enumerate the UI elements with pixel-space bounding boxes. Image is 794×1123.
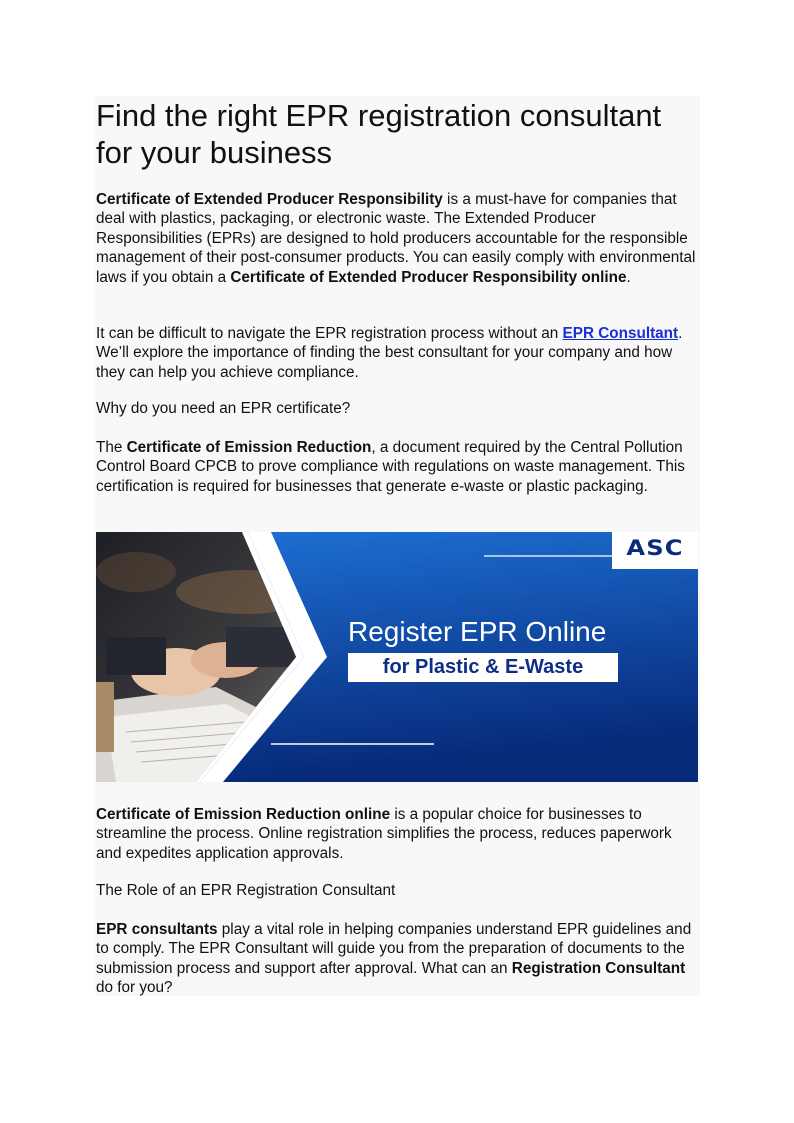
role-text-1: play a vital role in helping companies understand EPR guidelines and to comply. The EPR Consultant will guide you from the preparation of documents to the submission process and support after approval. What can an — [96, 921, 692, 977]
section-heading-why: Why do you need an EPR certificate? — [96, 400, 351, 417]
consultant-text-2: . We’ll explore the importance of finding the best consultant for your company and how they can help you achieve compliance. — [96, 325, 683, 381]
banner-headline: Register EPR Online — [348, 616, 607, 647]
section-heading-role: The Role of an EPR Registration Consultant — [96, 882, 396, 899]
asc-logo — [612, 532, 698, 569]
document-body — [95, 96, 700, 996]
intro-text-2: . — [626, 268, 631, 286]
promo-banner-image — [96, 532, 698, 782]
certificate-text-1: The — [96, 439, 127, 456]
intro-text-1: is a must-have for companies that deal with plastics, packaging, or electronic waste. The Extended Producer Responsibilities (EPRs) are designed to hold producers accountable for the responsible management of their post-consumer products. You can easily comply with environmental laws if you obtain a — [96, 191, 696, 286]
intro-bold-1: Certificate of Extended Producer Responsibility — [96, 191, 443, 208]
role-bold-1: EPR consultants — [96, 921, 218, 938]
page-title: Find the right EPR registration consultant for your business — [96, 98, 662, 170]
role-bold-2: Registration Consultant — [511, 959, 686, 977]
asc-logo-text: ASC — [626, 536, 684, 560]
consultant-text-1: It can be difficult to navigate the EPR registration process without an — [96, 325, 563, 342]
certificate-bold-1: Certificate of Emission Reduction — [126, 439, 372, 456]
role-paragraph — [96, 920, 700, 998]
online-bold-1: Certificate of Emission Reduction online — [96, 806, 391, 823]
role-text-2: do for you? — [96, 979, 173, 997]
online-text-1: is a popular choice for businesses to streamline the process. Online registration simplifies the process, reduces paperwork and expedites application approvals. — [96, 806, 672, 862]
certificate-paragraph — [96, 438, 700, 496]
intro-bold-2: Certificate of Extended Producer Responsibility online — [230, 268, 627, 286]
online-paragraph — [96, 805, 700, 863]
banner-subheadline: for Plastic & E-Waste — [348, 653, 618, 682]
certificate-text-2: , a document required by the Central Pollution Control Board CPCB to prove compliance with regulations on waste management. This certification is required for businesses that generate e-waste or plastic packaging. — [96, 439, 685, 495]
epr-consultant-link[interactable]: EPR Consultant — [562, 325, 679, 342]
intro-paragraph — [96, 190, 700, 287]
consultant-paragraph — [96, 324, 700, 382]
